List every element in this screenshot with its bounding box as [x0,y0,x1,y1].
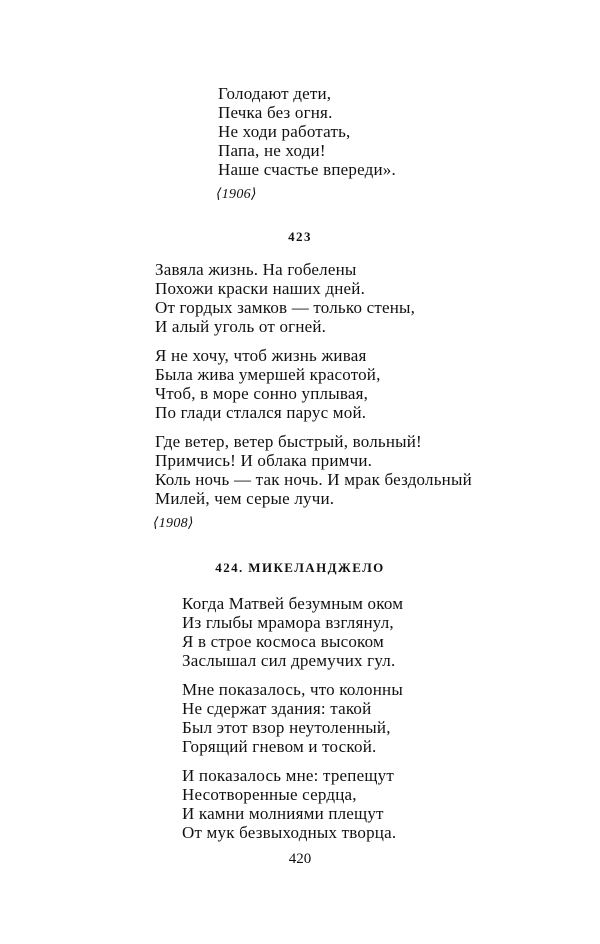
poem-date: ⟨1908⟩ [153,516,194,531]
poem-line: От мук безвыходных творца. [182,823,397,842]
poem-line: Из глыбы мрамора взглянул, [182,613,394,632]
poem-line: Мне показалось, что колонны [182,680,403,699]
poem-line: От гордых замков — только стены, [155,298,416,317]
poem-line: Был этот взор неутоленный, [182,718,391,737]
poem-line: Милей, чем серые лучи. [155,489,335,508]
poem-line: Чтоб, в море сонно уплывая, [155,384,369,403]
poem-line: Примчись! И облака примчи. [155,451,373,470]
poem-line: Где ветер, ветер быстрый, вольный! [155,432,422,451]
poem-line: Была жива умершей красотой, [155,365,381,384]
poem-line: И алый уголь от огней. [155,317,327,336]
poem-number: 423 [288,229,312,244]
poem-line: И показалось мне: трепещут [182,766,394,785]
poem-line: Завяла жизнь. На гобелены [155,260,357,279]
poem-line: Голодают дети, [218,84,332,103]
poem-line: По глади стлался парус мой. [155,403,367,422]
poem-line: Горящий гневом и тоской. [182,737,377,756]
poem-line: Похожи краски наших дней. [155,279,366,298]
page-number: 420 [288,851,312,867]
poem-line: Печка без огня. [218,103,333,122]
poem-line: Я в строе космоса высоком [182,632,384,651]
poem-line: Я не хочу, чтоб жизнь живая [155,346,367,365]
poem-line: И камни молниями плещут [182,804,384,823]
poem-line: Заслышал сил дремучих гул. [182,651,396,670]
poem-date: ⟨1906⟩ [216,187,257,202]
poem-line: Папа, не ходи! [218,141,326,160]
poem-line: Коль ночь — так ночь. И мрак бездольный [155,470,472,489]
poem-line: Наше счастье впереди». [218,160,396,179]
poem-line: Не сдержат здания: такой [182,699,372,718]
poem-line: Когда Матвей безумным оком [182,594,404,613]
poem-title: 424. МИКЕЛАНДЖЕЛО [215,560,385,575]
poem-line: Не ходи работать, [218,122,351,141]
poem-line: Несотворенные сердца, [182,785,357,804]
